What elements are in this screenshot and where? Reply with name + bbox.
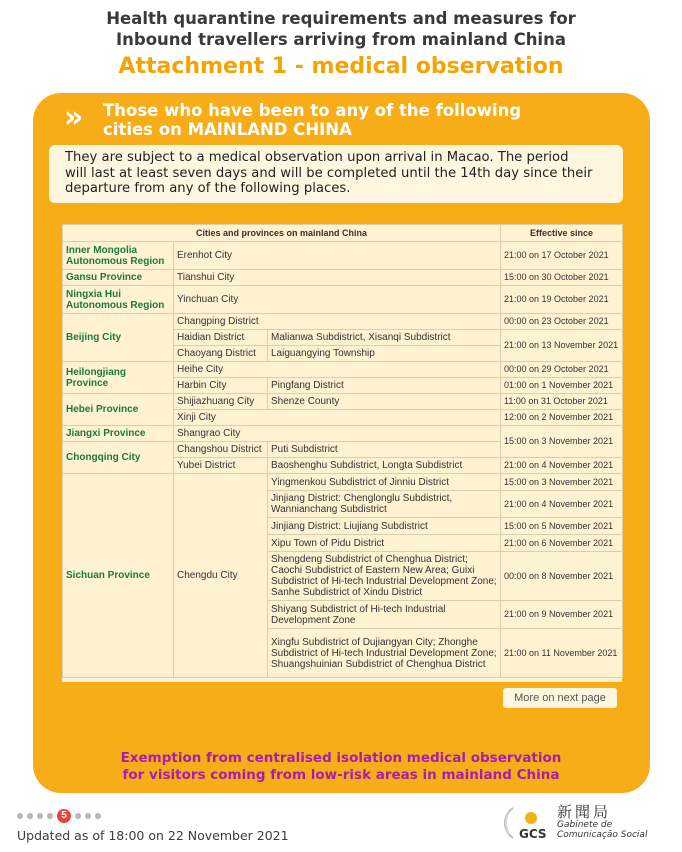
subdistrict-cell: Shenze County (268, 394, 501, 410)
updated-timestamp: Updated as of 18:00 on 22 November 2021 (17, 828, 289, 843)
city-cell: Erenhot City (174, 242, 501, 270)
city-cell: Haidian District (174, 330, 268, 346)
logo-pt-line1: Gabinete de (557, 820, 613, 830)
effective-cell: 21:00 on 11 November 2021 (501, 629, 623, 678)
city-cell: Heihe City (174, 362, 501, 378)
city-cell: Chaoyang District (174, 346, 268, 362)
logo-pt-line2: Comunicação Social (557, 830, 648, 840)
effective-cell: 21:00 on 13 November 2021 (501, 330, 623, 362)
city-cell: Changshou District (174, 442, 268, 458)
logo-portuguese-name (557, 820, 647, 840)
subdistrict-cell: Baoshenghu Subdistrict, Longta Subdistrict (268, 458, 501, 474)
province-cell: Ningxia Hui Autonomous Region (63, 286, 174, 314)
attachment-title: Attachment 1 - medical observation (118, 54, 564, 79)
subdistrict-cell: Malianwa Subdistrict, Xisanqi Subdistrict (268, 330, 501, 346)
city-cell: Shangrao City (174, 426, 501, 442)
header-title-line1: Health quarantine requirements and measures for (106, 9, 576, 28)
city-cell: Xinji City (174, 410, 501, 426)
effective-cell: 15:00 on 30 October 2021 (501, 270, 623, 286)
table-row (63, 474, 623, 491)
subdistrict-cell: Jinjiang District: Liujiang Subdistrict (268, 518, 501, 535)
subdistrict-cell: Laiguangying Township (268, 346, 501, 362)
province-cell: Hebei Province (63, 394, 174, 426)
page-dot[interactable] (85, 813, 91, 819)
exemption-link[interactable] (0, 750, 682, 784)
more-on-next-page-button[interactable]: More on next page (503, 688, 617, 708)
current-page-indicator[interactable]: 5 (57, 809, 71, 823)
page-dot[interactable] (17, 813, 23, 819)
effective-cell: 21:00 on 19 October 2021 (501, 286, 623, 314)
province-cell: Inner Mongolia Autonomous Region (63, 242, 174, 270)
city-cell: Yubei District (174, 458, 268, 474)
double-chevron-icon: » (64, 100, 75, 135)
table-row (63, 314, 623, 330)
effective-cell: 00:00 on 8 November 2021 (501, 552, 623, 601)
section-heading-line2: cities on MAINLAND CHINA (103, 120, 352, 139)
effective-cell: 12:00 on 2 November 2021 (501, 410, 623, 426)
subdistrict-cell: Shiyang Subdistrict of Hi-tech Industrial Development Zone (268, 601, 501, 629)
city-cell: Shijiazhuang City (174, 394, 268, 410)
province-cell: Beijing City (63, 314, 174, 362)
table-row (63, 270, 623, 286)
subdistrict-cell: Jinjiang District: Chenglonglu Subdistrict, Wannianchang Subdistrict (268, 491, 501, 518)
effective-cell: 21:00 on 17 October 2021 (501, 242, 623, 270)
province-cell: Jiangxi Province (63, 426, 174, 442)
page-dot[interactable] (37, 813, 43, 819)
subdistrict-cell: Xingfu Subdistrict of Dujiangyan City; Zhonghe Subdistrict of Hi-tech Industrial Development Zone; Shuangshuinian Subdistrict of Chenghua District (268, 629, 501, 678)
city-cell: Harbin City (174, 378, 268, 394)
areas-table-container (62, 224, 622, 682)
page-dot[interactable] (27, 813, 33, 819)
gcs-logo-icon (503, 804, 553, 842)
effective-cell: 11:00 on 31 October 2021 (501, 394, 623, 410)
province-cell: Sichuan Province (63, 474, 174, 678)
province-cell: Chongqing City (63, 442, 174, 474)
effective-cell: 01:00 on 1 November 2021 (501, 378, 623, 394)
section-heading (103, 101, 623, 139)
gcs-logo-mark: GCS (519, 827, 547, 841)
table-row (63, 286, 623, 314)
intro-box (49, 145, 623, 203)
intro-line1: They are subject to a medical observation upon arrival in Macao. The period (65, 150, 569, 165)
effective-cell: 21:00 on 9 November 2021 (501, 601, 623, 629)
exemption-line1: Exemption from centralised isolation medical observation (120, 750, 562, 766)
effective-cell: 15:00 on 5 November 2021 (501, 518, 623, 535)
subdistrict-cell: Yingmenkou Subdistrict of Jinniu District (268, 474, 501, 491)
table-header-row (63, 225, 623, 242)
subdistrict-cell: Xipu Town of Pidu District (268, 535, 501, 552)
province-cell: Gansu Province (63, 270, 174, 286)
table-row (63, 394, 623, 410)
col-header-effective: Effective since (501, 225, 623, 242)
city-cell: Tianshui City (174, 270, 501, 286)
header-title-line2: Inbound travellers arriving from mainland China (116, 30, 566, 49)
pagination (17, 809, 105, 823)
table-row (63, 362, 623, 378)
areas-table (62, 224, 623, 678)
province-cell: Heilongjiang Province (63, 362, 174, 394)
effective-cell: 21:00 on 4 November 2021 (501, 491, 623, 518)
city-cell: Chengdu City (174, 474, 268, 678)
table-row (63, 426, 623, 442)
effective-cell: 15:00 on 3 November 2021 (501, 474, 623, 491)
subdistrict-cell: Pingfang District (268, 378, 501, 394)
page-dot[interactable] (47, 813, 53, 819)
table-row (63, 242, 623, 270)
subdistrict-cell: Shengdeng Subdistrict of Chenghua District; Caochi Subdistrict of Eastern New Area; Guixi Subdistrict of Hi-tech Industrial Development Zone; Sanhe Subdistrict of Xindu District (268, 552, 501, 601)
effective-cell: 21:00 on 6 November 2021 (501, 535, 623, 552)
intro-line2: will last at least seven days and will be completed until the 14th day since their (65, 165, 593, 181)
effective-cell: 15:00 on 3 November 2021 (501, 426, 623, 458)
logo-chinese-name: 新聞局 (557, 803, 612, 821)
page-dot[interactable] (75, 813, 81, 819)
subdistrict-cell: Puti Subdistrict (268, 442, 501, 458)
intro-line3: departure from any of the following places. (65, 181, 351, 196)
effective-cell: 00:00 on 23 October 2021 (501, 314, 623, 330)
effective-cell: 21:00 on 4 November 2021 (501, 458, 623, 474)
gcs-logo (503, 800, 673, 846)
exemption-line2: for visitors coming from low-risk areas in mainland China (122, 767, 560, 783)
section-heading-line1: Those who have been to any of the following (103, 101, 522, 120)
page-dot[interactable] (95, 813, 101, 819)
city-cell: Changping District (174, 314, 501, 330)
city-cell: Yinchuan City (174, 286, 501, 314)
col-header-cities: Cities and provinces on mainland China (63, 225, 501, 242)
effective-cell: 00:00 on 29 October 2021 (501, 362, 623, 378)
page-header (0, 8, 682, 82)
